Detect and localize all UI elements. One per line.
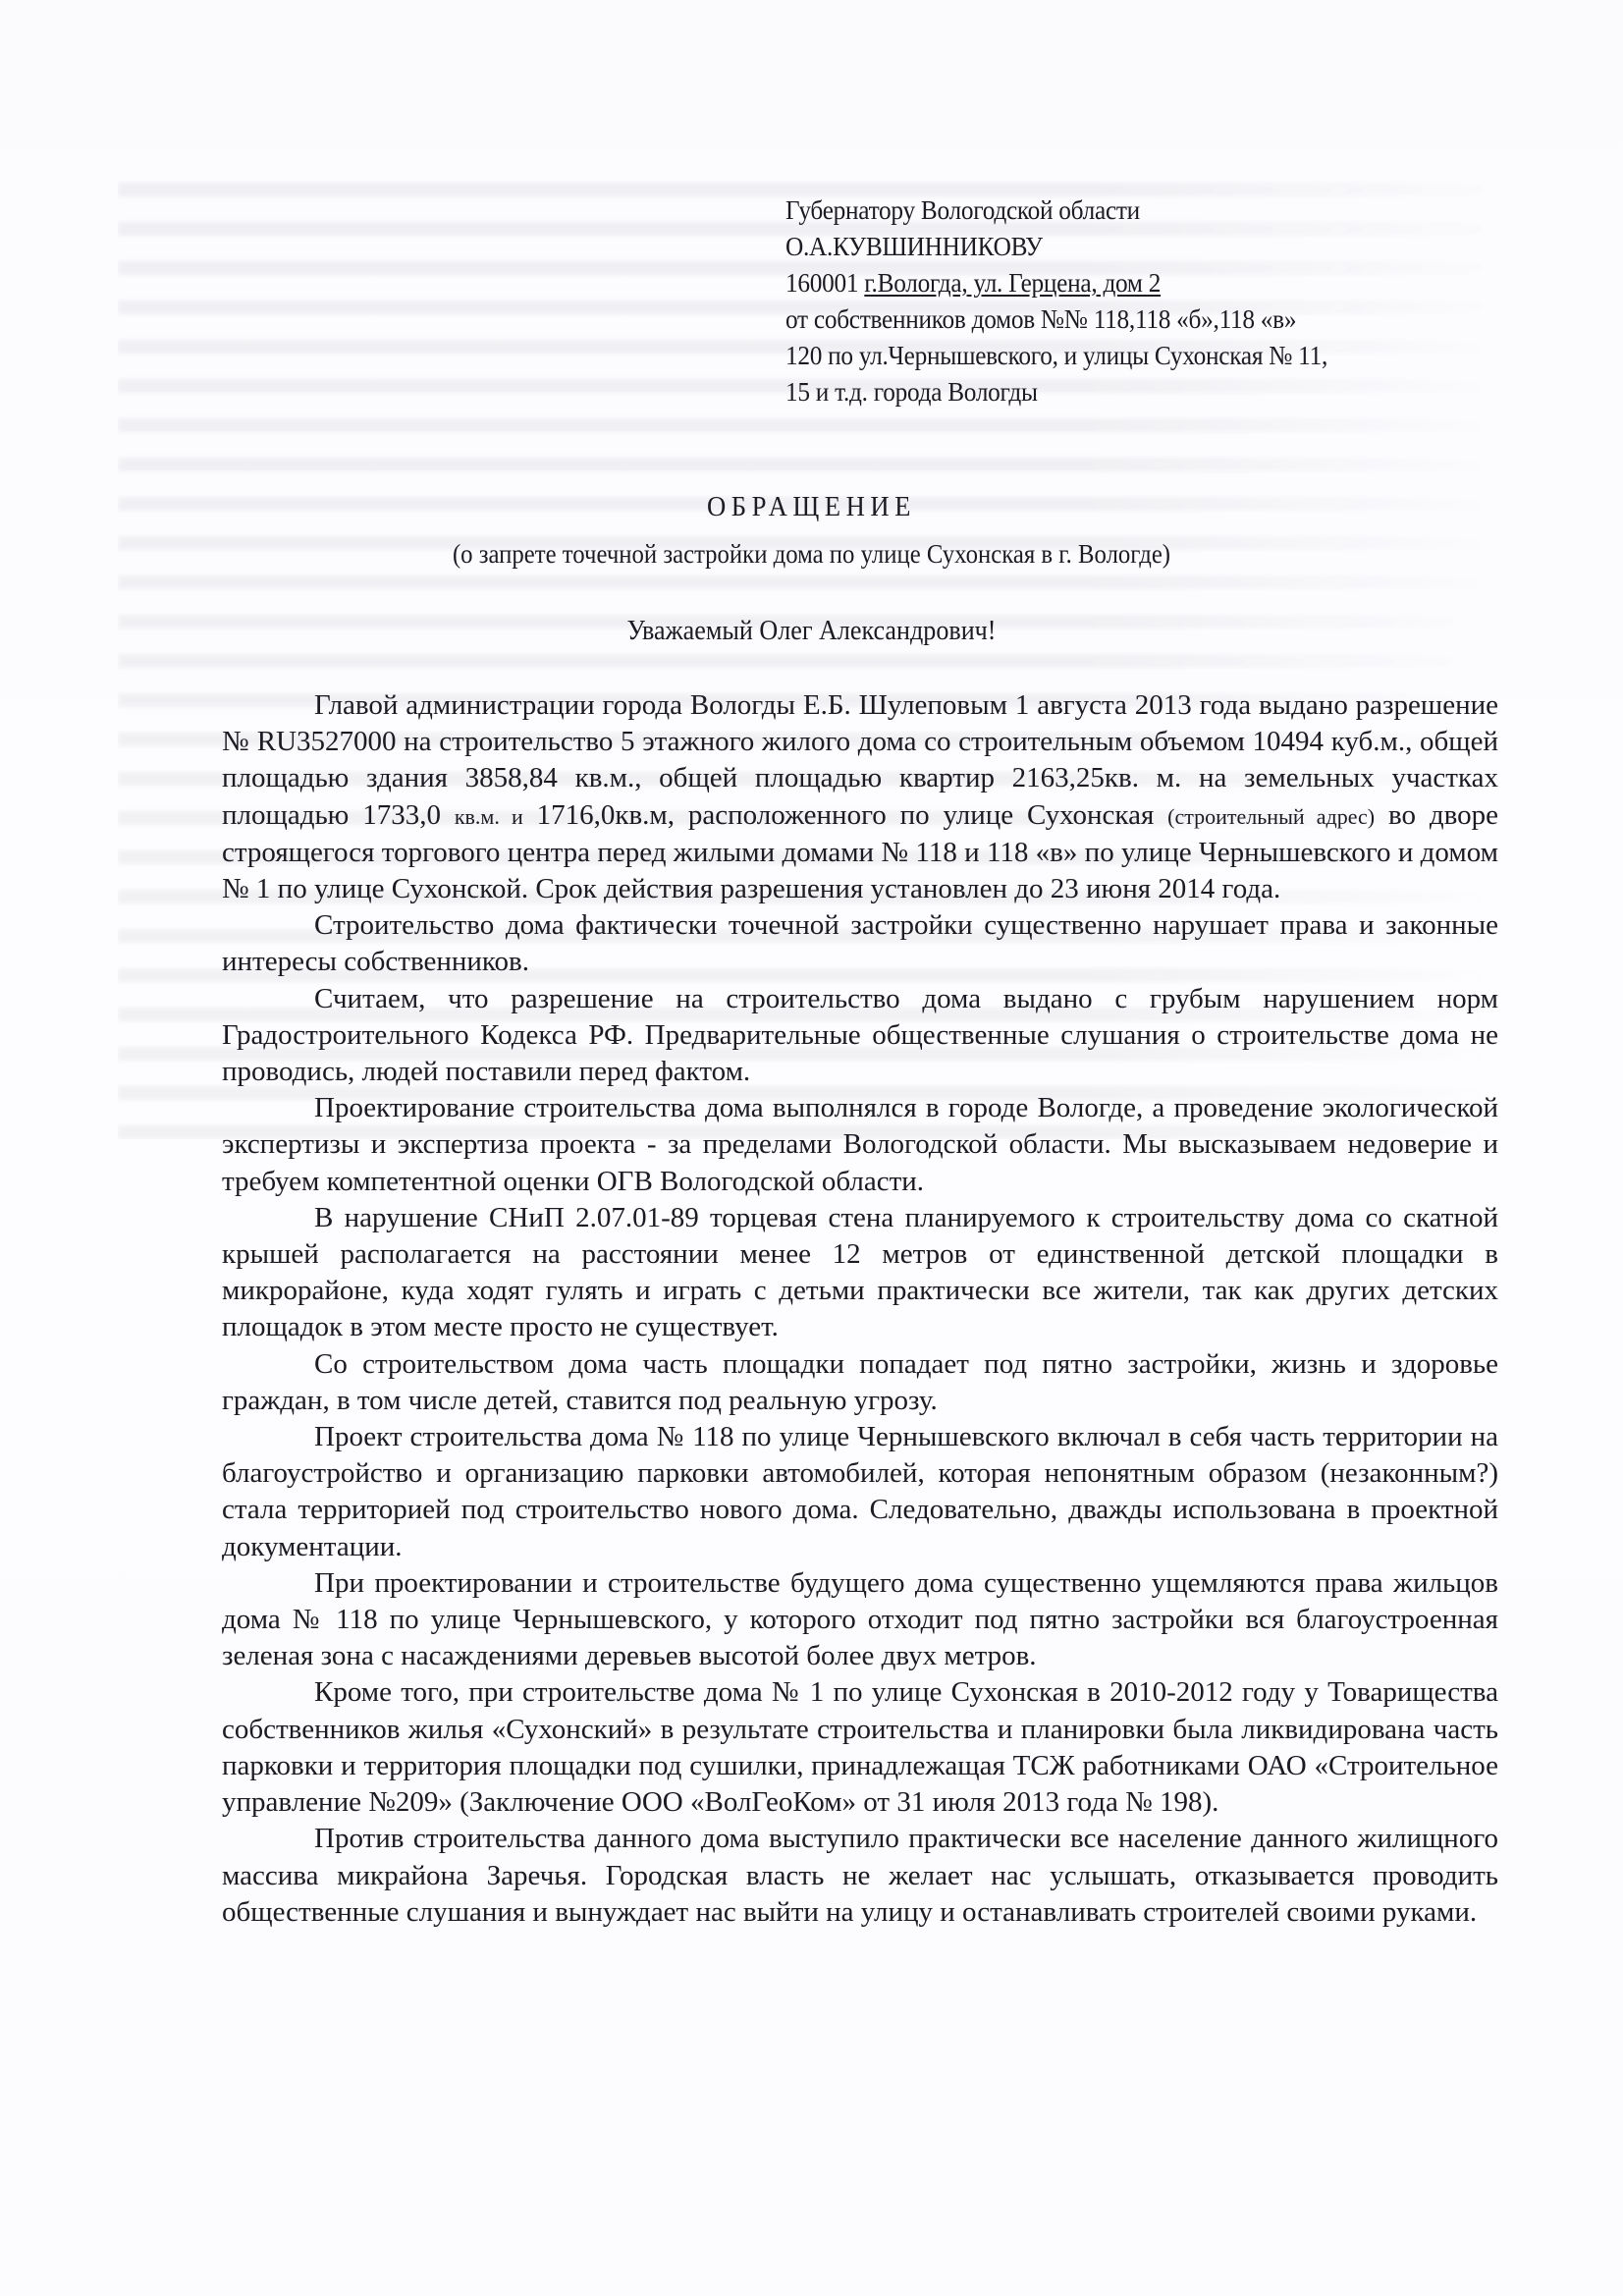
paragraph: Проектирование строительства дома выполнялся в городе Вологде, а проведение экологической экспертизы и экспертиза проекта - за пределами Вологодской области. Мы высказываем недоверие и требуем компетентной оценки ОГВ Вологодской области. bbox=[222, 1092, 1498, 1197]
paragraph: Считаем, что разрешение на строительство дома выдано с грубым нарушением норм Градостроительного Кодекса РФ. Предварительные общественные слушания о строительстве дома не проводись, людей поставили перед фактом. bbox=[222, 982, 1498, 1088]
paragraph-text-small: (строительный адрес) bbox=[1167, 803, 1376, 829]
paragraph: Со строительством дома часть площадки попадает под пятно застройки, жизнь и здоровье граждан, в том числе детей, ставится под реальную угрозу. bbox=[222, 1347, 1498, 1416]
paragraph: При проектировании и строительстве будущего дома существенно ущемляются права жильцов дома № 118 по улице Чернышевского, у которого отходит под пятно застройки вся благоустроенная зеленая зона с насаждениями деревьев высотой более двух метров. bbox=[222, 1566, 1498, 1672]
sender-line: от собственников домов №№ 118,118 «б»,118 «в» bbox=[785, 303, 1297, 334]
paragraph: В нарушение СНиП 2.07.01-89 торцевая стена планируемого к строительству дома со скатной крышей располагается на расстоянии менее 12 метров от единственной детской площадки в микрорайоне, куда ходят гулять и играть с детьми практически все жители, так как других детских площадок в этом месте просто не существует. bbox=[222, 1201, 1498, 1343]
postal-index: 160001 bbox=[785, 267, 865, 298]
paragraph: Строительство дома фактически точечной застройки существенно нарушает права и законные интересы собственников. bbox=[222, 909, 1498, 978]
paragraph: Проект строительства дома № 118 по улице Чернышевского включал в себя часть территории на благоустройство и организацию парковки автомобилей, которая непонятным образом (незаконным?) стала территорией под строительство нового дома. Следовательно, дважды использована в проектной документации. bbox=[222, 1421, 1498, 1562]
addressee-name: О.А.КУВШИННИКОВУ bbox=[785, 231, 1043, 261]
addressee-line: Губернатору Вологодской области bbox=[785, 194, 1140, 225]
sender-line: 120 по ул.Чернышевского, и улицы Сухонская № 11, bbox=[785, 340, 1328, 370]
salutation: Уважаемый Олег Александрович! bbox=[626, 615, 997, 646]
paragraph: Против строительства данного дома выступило практически все население данного жилищного массива микрайона Заречья. Городская власть не желает нас услышать, отказывается проводить общественные слушания и вынуждает нас выйти на улицу и останавливать строителей своими руками. bbox=[222, 1823, 1498, 1928]
document-subtitle: (о запрете точечной застройки дома по улице Сухонская в г. Вологде) bbox=[452, 538, 1171, 569]
sender-line: 15 и т.д. города Вологды bbox=[785, 376, 1038, 407]
paragraph-text-small: кв.м. и bbox=[454, 803, 523, 829]
street-address: г.Вологда, ул. Герцена, дом 2 bbox=[864, 267, 1162, 298]
letter-body bbox=[222, 687, 1498, 1931]
addressee-address bbox=[785, 264, 1327, 301]
paragraph bbox=[222, 687, 1498, 907]
document-title: ОБРАЩЕНИЕ bbox=[706, 491, 917, 522]
paragraph: Кроме того, при строительстве дома № 1 по улице Сухонская в 2010-2012 году у Товарищества собственников жилья «Сухонский» в результате строительства и планировки была ликвидирована часть парковки и территория площадки под сушилки, принадлежащая ТСЖ работниками ОАО «Строительное управление №209» (Заключение ООО «ВолГеоКом» от 31 июля 2013 года № 198). bbox=[222, 1676, 1498, 1819]
addressee-block bbox=[785, 191, 1327, 410]
paragraph-text: 1716,0кв.м, расположенного по улице Сухонская bbox=[522, 798, 1168, 831]
paragraph-text: Главой администрации города Вологды Е.Б. Шулеповым 1 августа 2013 года выдано разрешение № RU3527000 на строительство 5 этажного жилого дома со строительным объемом 10494 куб.м., общей площадью здания 3858,84 кв.м., общей площадью квартир 2163,25кв. м. на земельных участках площадью 1733,0 bbox=[222, 689, 1498, 831]
paragraph-text: во дворе строящегося торгового центра перед жилыми домами № 118 и 118 «в» по улице Чернышевского и домом № 1 по улице Сухонской. Срок действия разрешения установлен до 23 июня 2014 года. bbox=[222, 798, 1498, 905]
